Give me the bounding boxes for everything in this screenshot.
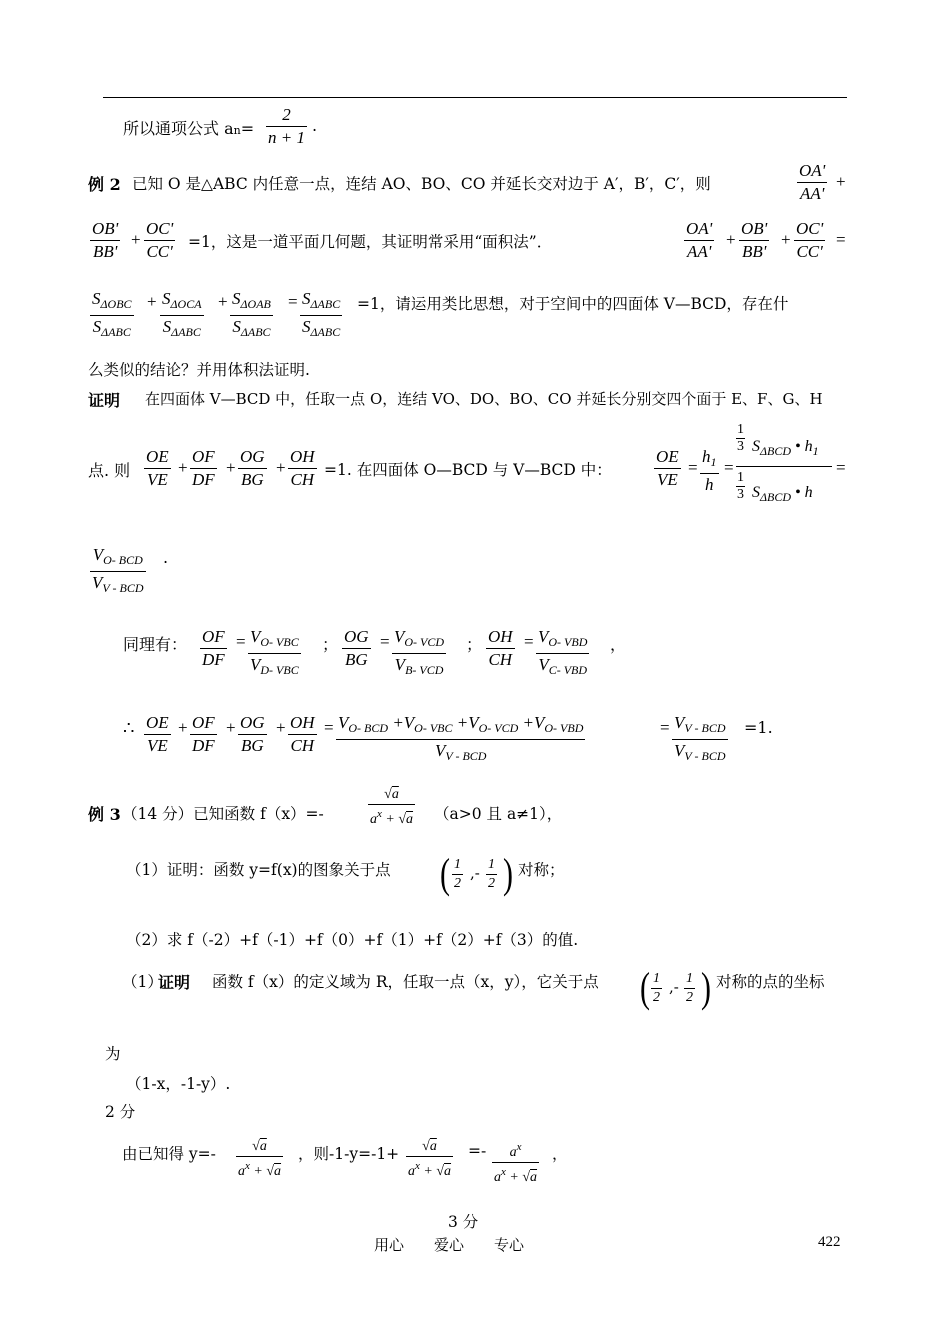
page-number: 422 xyxy=(818,1234,841,1250)
left-paren: ( xyxy=(440,851,450,898)
fraction-oa-aa-2: $\frac{OA'}{AA'}$ xyxy=(686,219,713,261)
period: . xyxy=(312,116,318,135)
volume-fraction-vbd: $V_{O- VBD}$ $V_{C- VBD}$ xyxy=(536,626,589,681)
area-fraction-abc: $S_{\Delta ABC}$ $S_{\Delta ABC}$ xyxy=(300,288,342,343)
equals-sign: = xyxy=(380,632,390,651)
equals-sign: = xyxy=(524,632,534,651)
point-then-text: 点. 则 xyxy=(88,461,131,480)
therefore-symbol: ∴ xyxy=(123,718,135,739)
fraction-half: $\frac{1}{2}$ xyxy=(653,971,660,1005)
proof-text: 在四面体 V—BCD 中，任取一点 O，连结 VO、DO、BO、CO 并延长分别交四个面于 E、F、G、H xyxy=(145,390,823,408)
volume-fraction-vcd: $V_{O- VCD}$ $V_{B- VCD}$ xyxy=(392,626,446,681)
equals-sign: = xyxy=(688,458,698,477)
function-fraction-2: $\frac{√a}{a^x + √a}$ xyxy=(238,1139,282,1179)
equals-sign: = xyxy=(836,458,846,477)
example-2-label: 例 2 xyxy=(88,175,121,194)
footer-motto: 用心 爱心 专心 xyxy=(374,1236,525,1254)
function-fraction-3: $\frac{√a}{a^x + √a}$ xyxy=(408,1139,452,1179)
function-fraction-4: $\frac{a^x}{a^x + √a}$ xyxy=(494,1141,538,1185)
equals-sign: = xyxy=(836,230,846,249)
plus-sign: + xyxy=(147,292,157,311)
fraction-of-df: $\frac{OF}{DF}$ xyxy=(192,447,215,489)
plus-sign: + xyxy=(131,230,141,249)
example-2-text: 已知 O 是△ABC 内任意一点，连结 AO、BO、CO 并延长交对边于 A′，B′，C′，则 xyxy=(132,175,711,193)
area-method-text: =1，这是一道平面几何题，其证明常采用“面积法”． xyxy=(188,233,553,251)
volume-fraction-vbc: $V_{O- VBC}$ $V_{D- VBC}$ xyxy=(248,626,301,681)
example-3-text: （14 分）已知函数 f（x）=- xyxy=(122,805,324,823)
score-2: 2 分 xyxy=(105,1103,136,1121)
example-3-label: 例 3 xyxy=(88,805,121,824)
plus-sign: + xyxy=(218,292,228,311)
fraction-half: $\frac{1}{2}$ xyxy=(488,857,495,891)
comma-minus: ,- xyxy=(470,864,480,882)
volume-sum-fraction: $V_{O- BCD} +V_{O- VBC} +V_{O- VCD} +V_{O- VBD}$ $V_{V - BCD}$ xyxy=(336,712,585,767)
equals-sign: = xyxy=(660,718,670,737)
plus-sign: + xyxy=(781,230,791,249)
proof-label: 证明 xyxy=(88,391,121,410)
fraction-h1-h: $\frac{h_1}{h}$ xyxy=(702,447,717,494)
function-fraction: $\frac{√a}{a^x + √a}$ xyxy=(370,787,414,827)
answer-1-number: （1） xyxy=(122,973,163,991)
score-3: 3 分 xyxy=(448,1213,479,1231)
fraction-og-bg-4: $\frac{OG}{BG}$ xyxy=(240,713,265,755)
fraction-oh-ch: $\frac{OH}{CH}$ xyxy=(290,447,315,489)
known-text: 由已知得 y=- xyxy=(122,1145,216,1163)
equals-one-text: =1. xyxy=(744,718,773,737)
plus-sign: + xyxy=(726,230,736,249)
question-1-text: （1）证明：函数 y=f(x)的图象关于点 xyxy=(126,861,391,879)
semicolon: ； xyxy=(466,635,483,654)
fraction-oc-cc: $\frac{OC'}{CC'}$ xyxy=(146,219,174,261)
area-fraction-oca: $S_{\Delta OCA}$ $S_{\Delta ABC}$ xyxy=(160,288,204,343)
symmetric-text: 对称； xyxy=(518,861,565,879)
condition-text: （a>0 且 a≠1）， xyxy=(434,805,563,823)
plus-sign: + xyxy=(226,458,236,477)
fraction-half: $\frac{1}{2}$ xyxy=(686,971,693,1005)
fraction-half: $\frac{1}{2}$ xyxy=(454,857,461,891)
comma: ， xyxy=(552,1145,568,1163)
fraction-ob-bb: $\frac{OB'}{BB'}$ xyxy=(92,219,119,261)
plus-sign: + xyxy=(836,172,846,191)
plus-sign: + xyxy=(276,718,286,737)
equals-sign: = xyxy=(236,632,246,651)
plus-sign: + xyxy=(178,718,188,737)
plus-sign: + xyxy=(178,458,188,477)
fraction-oe-ve-2: $\frac{OE}{VE}$ xyxy=(656,447,679,489)
wei-text: 为 xyxy=(105,1045,121,1063)
plus-sign: + xyxy=(276,458,286,477)
tetrahedron-text: =1. 在四面体 O—BCD 与 V—BCD 中： xyxy=(324,461,612,479)
volume-ratio-fraction: 1 3 $S_{\Delta BCD}$ • $h_1$ 1 3 $S_{\Delta BCD}$ • h xyxy=(736,422,832,516)
right-paren: ) xyxy=(701,965,711,1012)
volume-fraction-o-v: $V_{O- BCD}$ $V_{V - BCD}$ xyxy=(90,544,146,599)
analogy-text: =1，请运用类比思想，对于空间中的四面体 V—BCD，存在什 xyxy=(357,295,789,313)
area-fraction-obc: $S_{\Delta OBC}$ $S_{\Delta ABC}$ xyxy=(90,288,134,343)
fraction-og-bg: $\frac{OG}{BG}$ xyxy=(240,447,265,489)
fraction-oh-ch-3: $\frac{OH}{CH}$ xyxy=(488,627,513,669)
answer-1-proof-label: 证明 xyxy=(158,973,191,992)
area-fraction-oab: $S_{\Delta OAB}$ $S_{\Delta ABC}$ xyxy=(230,288,273,343)
fraction-oe-ve: $\frac{OE}{VE}$ xyxy=(146,447,169,489)
fraction-of-df-3: $\frac{OF}{DF}$ xyxy=(202,627,225,669)
general-term-text: 所以通项公式 an= xyxy=(123,119,255,138)
comma: ， xyxy=(610,635,627,654)
fraction-oh-ch-4: $\frac{OH}{CH}$ xyxy=(290,713,315,755)
right-paren: ) xyxy=(503,851,513,898)
then-text: ，则-1-y=-1+ xyxy=(298,1145,400,1163)
question-2-text: （2）求 f（-2）+f（-1）+f（0）+f（1）+f（2）+f（3）的值. xyxy=(126,931,579,949)
fraction-ob-bb-2: $\frac{OB'}{BB'}$ xyxy=(741,219,768,261)
general-term-fraction: $\frac{2}{n + 1}$ xyxy=(268,105,305,147)
header-rule xyxy=(103,97,847,98)
fraction-og-bg-3: $\frac{OG}{BG}$ xyxy=(344,627,369,669)
left-paren: ( xyxy=(640,965,650,1012)
similarly-text: 同理有： xyxy=(123,635,188,654)
coordinate-text: 对称的点的坐标 xyxy=(716,973,825,991)
symmetric-point-text: （1-x，-1-y）. xyxy=(126,1075,231,1093)
equals-sign: = xyxy=(724,458,734,477)
comma-minus: ,- xyxy=(669,978,679,996)
question-text: 么类似的结论？并用体积法证明. xyxy=(88,361,310,379)
fraction-oc-cc-2: $\frac{OC'}{CC'}$ xyxy=(796,219,824,261)
period: . xyxy=(163,548,169,567)
fraction-of-df-4: $\frac{OF}{DF}$ xyxy=(192,713,215,755)
equals-sign: = xyxy=(324,718,334,737)
equals-minus: =- xyxy=(468,1142,487,1160)
fraction-oe-ve-4: $\frac{OE}{VE}$ xyxy=(146,713,169,755)
equals-sign: = xyxy=(288,292,298,311)
answer-1-text: 函数 f（x）的定义域为 R，任取一点（x，y），它关于点 xyxy=(212,973,599,991)
semicolon: ； xyxy=(322,635,339,654)
volume-fraction-vbcd: $V_{V - BCD}$ $V_{V - BCD}$ xyxy=(672,712,728,767)
plus-sign: + xyxy=(226,718,236,737)
fraction-oa-aa: $\frac{OA'}{AA'}$ xyxy=(799,161,826,203)
